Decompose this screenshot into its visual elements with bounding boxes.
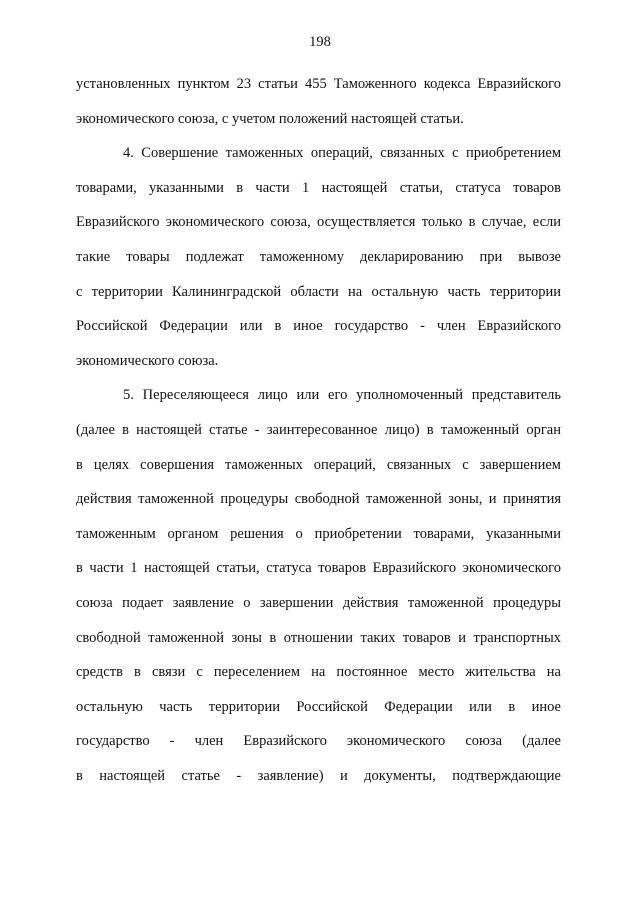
text-line: свободной таможенной зоны в отношении таких товаров и транспортных: [76, 629, 561, 646]
text-line: государство - член Евразийского экономического союза (далее: [76, 733, 561, 750]
paragraph-item-4: [76, 136, 561, 378]
text-line: Российской Федерации или в иное государство - член Евразийского: [76, 318, 561, 335]
text-line: действия таможенной процедуры свободной таможенной зоны, и принятия: [76, 491, 561, 508]
text-line: экономического союза, с учетом положений настоящей статьи.: [76, 110, 464, 127]
document-body: [76, 67, 561, 793]
text-line: 5. Переселяющееся лицо или его уполномоченный представитель: [123, 387, 561, 404]
text-line: таможенным органом решения о приобретении товарами, указанными: [76, 525, 561, 542]
text-line: остальную часть территории Российской Федерации или в иное: [76, 698, 561, 715]
text-line: в целях совершения таможенных операций, связанных с завершением: [76, 456, 561, 473]
text-line: (далее в настоящей статье - заинтересованное лицо) в таможенный орган: [76, 421, 561, 438]
text-line: Евразийского экономического союза, осуществляется только в случае, если: [76, 214, 561, 231]
text-line: в настоящей статье - заявление) и документы, подтверждающие: [76, 767, 561, 784]
text-line: средств в связи с переселением на постоянное место жительства на: [76, 664, 561, 681]
text-line: союза подает заявление о завершении действия таможенной процедуры: [76, 594, 561, 611]
text-line: в части 1 настоящей статьи, статуса товаров Евразийского экономического: [76, 560, 561, 577]
paragraph-continuation: [76, 67, 561, 136]
page-number: 198: [309, 34, 331, 50]
paragraph-item-5: [76, 378, 561, 793]
text-line: с территории Калининградской области на остальную часть территории: [76, 283, 561, 300]
text-line: установленных пунктом 23 статьи 455 Таможенного кодекса Евразийского: [76, 76, 561, 92]
text-line: 4. Совершение таможенных операций, связанных с приобретением: [123, 145, 561, 162]
text-line: товарами, указанными в части 1 настоящей статьи, статуса товаров: [76, 179, 561, 196]
text-line: такие товары подлежат таможенному декларированию при вывозе: [76, 248, 561, 265]
text-line: экономического союза.: [76, 352, 219, 369]
